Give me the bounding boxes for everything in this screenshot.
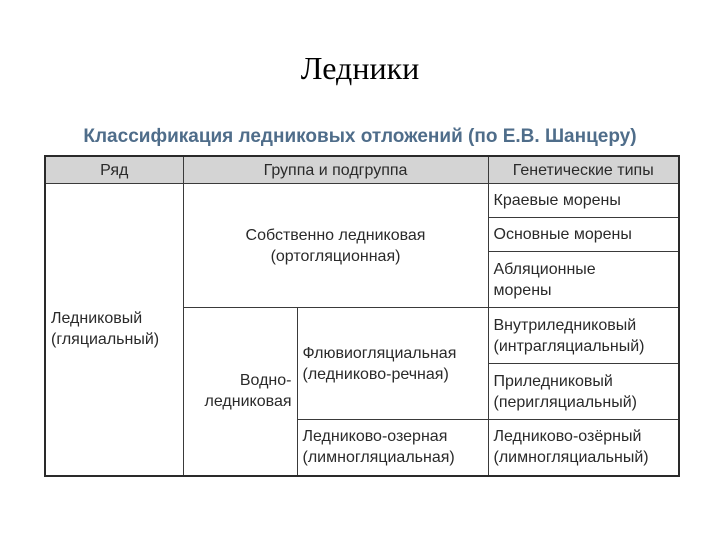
header-group: Группа и подгруппа <box>183 156 488 184</box>
table-header-row <box>45 156 679 184</box>
lake-group-name: Ледниково-озерная <box>302 428 448 446</box>
cell-periglacial <box>488 364 679 420</box>
cell-glacial-series <box>45 184 183 476</box>
ablation-line-1: Абляционные <box>493 260 596 278</box>
table-row <box>45 184 679 218</box>
classification-table <box>44 155 680 477</box>
glacial-series-name: Ледниковый <box>51 310 143 328</box>
water-glacial-line-2: ледниковая <box>204 393 292 411</box>
cell-water-glacial <box>183 308 297 476</box>
fluvioglacial-name: Флювиогляциальная <box>302 344 457 362</box>
ablation-line-2: морены <box>493 281 552 299</box>
cell-fluvioglacial <box>297 308 488 420</box>
intraglacial-name: Внутриледниковый <box>493 316 637 334</box>
fluvioglacial-term: (ледниково-речная) <box>302 365 449 383</box>
lake-type-name: Ледниково-озёрный <box>493 428 642 446</box>
water-glacial-line-1: Водно- <box>239 372 292 390</box>
glacial-series-term: (гляциальный) <box>51 331 160 349</box>
cell-marginal-moraines: Краевые морены <box>488 184 679 218</box>
cell-ablation-moraines <box>488 252 679 308</box>
intraglacial-term: (интрагляциальный) <box>493 337 645 355</box>
cell-glacial-proper <box>183 184 488 308</box>
glacial-proper-name: Собственно ледниковая <box>245 226 426 244</box>
slide-title: Ледники <box>300 50 420 86</box>
cell-lake-type <box>488 420 679 476</box>
glacial-proper-term: (ортогляционная) <box>270 247 401 265</box>
periglacial-term: (перигляциальный) <box>493 393 637 411</box>
cell-ground-moraines: Основные морены <box>488 218 679 252</box>
header-genetic-types: Генетические типы <box>488 156 679 184</box>
table-caption: Классификация ледниковых отложений (по Е.В. Шанцеру) <box>83 126 637 147</box>
cell-intraglacial <box>488 308 679 364</box>
lake-group-term: (лимногляциальная) <box>302 449 455 467</box>
periglacial-name: Приледниковый <box>493 372 613 390</box>
header-row-series: Ряд <box>45 156 183 184</box>
cell-lake-group <box>297 420 488 476</box>
lake-type-term: (лимногляциальный) <box>493 449 649 467</box>
